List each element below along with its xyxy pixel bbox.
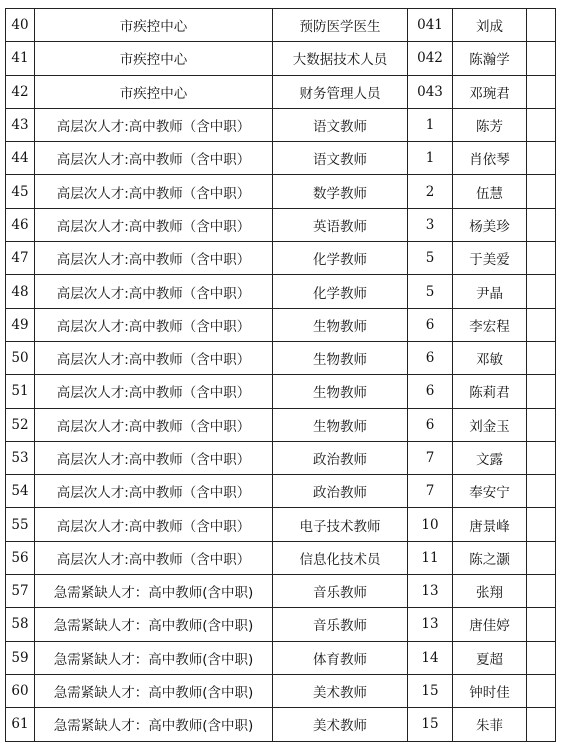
- table-row: [6, 108, 556, 141]
- position-cell: 政治教师: [273, 475, 408, 508]
- position-cell: 大数据技术人员: [273, 42, 408, 75]
- roster-body: [6, 9, 556, 742]
- position-code-cell: 10: [408, 508, 453, 541]
- row-number: 59: [6, 641, 35, 674]
- position-code-cell: 13: [408, 575, 453, 608]
- unit-cell: 高层次人才:高中教师（含中职）: [35, 142, 273, 175]
- position-cell: 语文教师: [273, 142, 408, 175]
- row-number: 40: [6, 9, 35, 42]
- position-code-cell: 6: [408, 341, 453, 374]
- row-number: 45: [6, 175, 35, 208]
- roster-table: [5, 8, 556, 742]
- unit-cell: 高层次人才:高中教师（含中职）: [35, 275, 273, 308]
- empty-cell: [527, 9, 556, 42]
- candidate-name-cell: 李宏程: [453, 308, 527, 341]
- row-number: 49: [6, 308, 35, 341]
- candidate-name-cell: 钟时佳: [453, 674, 527, 707]
- position-code-cell: 15: [408, 674, 453, 707]
- table-row: [6, 208, 556, 241]
- empty-cell: [527, 42, 556, 75]
- candidate-name-cell: 陈芳: [453, 108, 527, 141]
- row-number: 44: [6, 142, 35, 175]
- empty-cell: [527, 408, 556, 441]
- unit-cell: 高层次人才:高中教师（含中职）: [35, 175, 273, 208]
- candidate-name-cell: 刘成: [453, 9, 527, 42]
- position-cell: 生物教师: [273, 341, 408, 374]
- empty-cell: [527, 641, 556, 674]
- row-number: 61: [6, 708, 35, 741]
- empty-cell: [527, 708, 556, 741]
- candidate-name-cell: 奉安宁: [453, 475, 527, 508]
- unit-cell: 高层次人才:高中教师（含中职）: [35, 441, 273, 474]
- table-row: [6, 9, 556, 42]
- position-code-cell: 5: [408, 275, 453, 308]
- position-code-cell: 7: [408, 475, 453, 508]
- position-cell: 音乐教师: [273, 608, 408, 641]
- empty-cell: [527, 175, 556, 208]
- unit-cell: 市疾控中心: [35, 9, 273, 42]
- candidate-name-cell: 唐景峰: [453, 508, 527, 541]
- empty-cell: [527, 308, 556, 341]
- unit-cell: 高层次人才:高中教师（含中职）: [35, 308, 273, 341]
- empty-cell: [527, 275, 556, 308]
- position-code-cell: 6: [408, 408, 453, 441]
- table-row: [6, 375, 556, 408]
- unit-cell: 市疾控中心: [35, 42, 273, 75]
- position-cell: 信息化技术员: [273, 541, 408, 574]
- position-code-cell: 15: [408, 708, 453, 741]
- unit-cell: 高层次人才:高中教师（含中职）: [35, 475, 273, 508]
- row-number: 51: [6, 375, 35, 408]
- empty-cell: [527, 242, 556, 275]
- position-cell: 生物教师: [273, 408, 408, 441]
- table-row: [6, 641, 556, 674]
- unit-cell: 高层次人才:高中教师（含中职）: [35, 108, 273, 141]
- candidate-name-cell: 夏超: [453, 641, 527, 674]
- candidate-name-cell: 伍慧: [453, 175, 527, 208]
- table-row: [6, 674, 556, 707]
- position-cell: 化学教师: [273, 275, 408, 308]
- position-cell: 英语教师: [273, 208, 408, 241]
- position-code-cell: 3: [408, 208, 453, 241]
- unit-cell: 急需紧缺人才：高中教师(含中职): [35, 674, 273, 707]
- empty-cell: [527, 75, 556, 108]
- table-row: [6, 175, 556, 208]
- row-number: 53: [6, 441, 35, 474]
- position-cell: 语文教师: [273, 108, 408, 141]
- empty-cell: [527, 441, 556, 474]
- row-number: 54: [6, 475, 35, 508]
- candidate-name-cell: 唐佳婷: [453, 608, 527, 641]
- empty-cell: [527, 208, 556, 241]
- position-code-cell: 2: [408, 175, 453, 208]
- position-cell: 财务管理人员: [273, 75, 408, 108]
- table-row: [6, 541, 556, 574]
- row-number: 43: [6, 108, 35, 141]
- row-number: 46: [6, 208, 35, 241]
- table-row: [6, 275, 556, 308]
- table-row: [6, 608, 556, 641]
- position-code-cell: 6: [408, 375, 453, 408]
- candidate-name-cell: 尹晶: [453, 275, 527, 308]
- position-code-cell: 041: [408, 9, 453, 42]
- unit-cell: 高层次人才:高中教师（含中职）: [35, 242, 273, 275]
- candidate-name-cell: 邓琬君: [453, 75, 527, 108]
- position-cell: 化学教师: [273, 242, 408, 275]
- row-number: 56: [6, 541, 35, 574]
- empty-cell: [527, 674, 556, 707]
- candidate-name-cell: 陈瀚学: [453, 42, 527, 75]
- table-row: [6, 408, 556, 441]
- row-number: 55: [6, 508, 35, 541]
- empty-cell: [527, 341, 556, 374]
- candidate-name-cell: 肖依琴: [453, 142, 527, 175]
- row-number: 60: [6, 674, 35, 707]
- table-row: [6, 475, 556, 508]
- table-row: [6, 341, 556, 374]
- position-code-cell: 1: [408, 108, 453, 141]
- empty-cell: [527, 142, 556, 175]
- row-number: 48: [6, 275, 35, 308]
- row-number: 41: [6, 42, 35, 75]
- unit-cell: 高层次人才:高中教师（含中职）: [35, 508, 273, 541]
- empty-cell: [527, 108, 556, 141]
- empty-cell: [527, 541, 556, 574]
- position-code-cell: 1: [408, 142, 453, 175]
- position-code-cell: 042: [408, 42, 453, 75]
- position-code-cell: 7: [408, 441, 453, 474]
- position-cell: 预防医学医生: [273, 9, 408, 42]
- empty-cell: [527, 475, 556, 508]
- position-cell: 生物教师: [273, 375, 408, 408]
- candidate-name-cell: 刘金玉: [453, 408, 527, 441]
- candidate-name-cell: 陈之灏: [453, 541, 527, 574]
- unit-cell: 市疾控中心: [35, 75, 273, 108]
- candidate-name-cell: 朱菲: [453, 708, 527, 741]
- row-number: 57: [6, 575, 35, 608]
- position-cell: 美术教师: [273, 708, 408, 741]
- position-cell: 生物教师: [273, 308, 408, 341]
- position-cell: 体育教师: [273, 641, 408, 674]
- unit-cell: 急需紧缺人才：高中教师(含中职): [35, 575, 273, 608]
- row-number: 42: [6, 75, 35, 108]
- row-number: 52: [6, 408, 35, 441]
- table-row: [6, 42, 556, 75]
- unit-cell: 高层次人才:高中教师（含中职）: [35, 341, 273, 374]
- position-code-cell: 11: [408, 541, 453, 574]
- candidate-name-cell: 邓敏: [453, 341, 527, 374]
- position-code-cell: 14: [408, 641, 453, 674]
- empty-cell: [527, 575, 556, 608]
- candidate-name-cell: 文露: [453, 441, 527, 474]
- row-number: 47: [6, 242, 35, 275]
- empty-cell: [527, 508, 556, 541]
- table-row: [6, 708, 556, 741]
- candidate-name-cell: 于美爱: [453, 242, 527, 275]
- table-row: [6, 75, 556, 108]
- empty-cell: [527, 375, 556, 408]
- table-row: [6, 508, 556, 541]
- position-cell: 音乐教师: [273, 575, 408, 608]
- position-cell: 美术教师: [273, 674, 408, 707]
- position-cell: 数学教师: [273, 175, 408, 208]
- table-row: [6, 142, 556, 175]
- candidate-name-cell: 杨美珍: [453, 208, 527, 241]
- table-row: [6, 308, 556, 341]
- table-row: [6, 441, 556, 474]
- position-code-cell: 13: [408, 608, 453, 641]
- candidate-name-cell: 张翔: [453, 575, 527, 608]
- position-code-cell: 5: [408, 242, 453, 275]
- unit-cell: 急需紧缺人才：高中教师(含中职): [35, 708, 273, 741]
- unit-cell: 高层次人才:高中教师（含中职）: [35, 408, 273, 441]
- empty-cell: [527, 608, 556, 641]
- unit-cell: 高层次人才:高中教师（含中职）: [35, 208, 273, 241]
- position-code-cell: 6: [408, 308, 453, 341]
- unit-cell: 急需紧缺人才：高中教师(含中职): [35, 641, 273, 674]
- table-row: [6, 575, 556, 608]
- position-cell: 电子技术教师: [273, 508, 408, 541]
- row-number: 58: [6, 608, 35, 641]
- table-row: [6, 242, 556, 275]
- row-number: 50: [6, 341, 35, 374]
- position-code-cell: 043: [408, 75, 453, 108]
- unit-cell: 高层次人才:高中教师（含中职）: [35, 541, 273, 574]
- position-cell: 政治教师: [273, 441, 408, 474]
- unit-cell: 急需紧缺人才：高中教师(含中职): [35, 608, 273, 641]
- candidate-name-cell: 陈莉君: [453, 375, 527, 408]
- unit-cell: 高层次人才:高中教师（含中职）: [35, 375, 273, 408]
